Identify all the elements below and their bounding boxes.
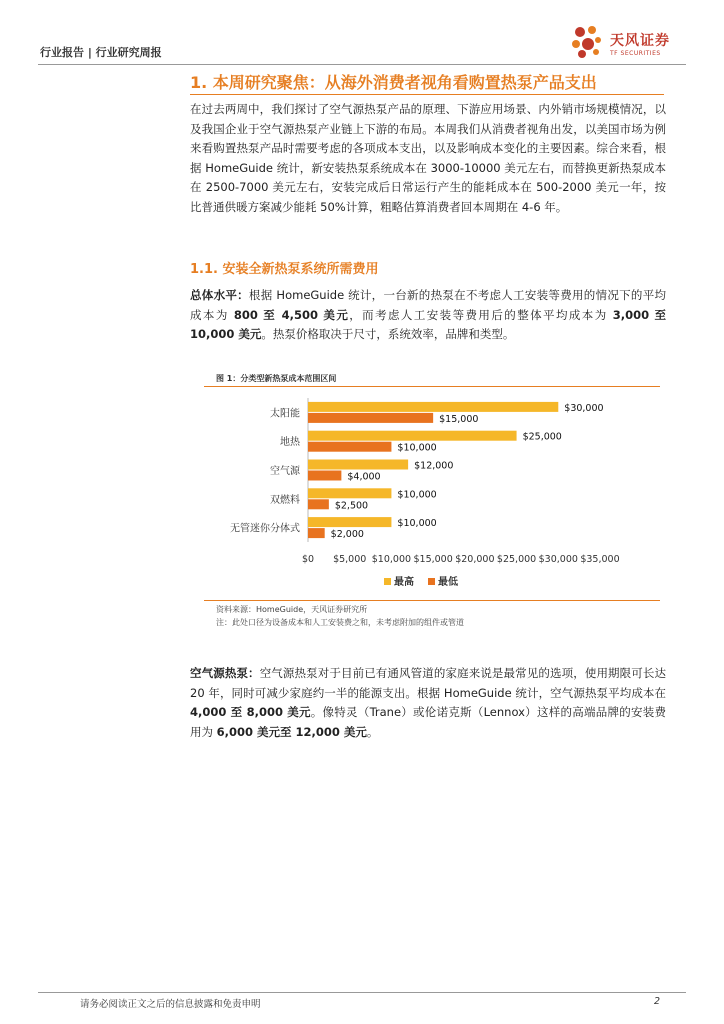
- x-tick-label: $35,000: [580, 554, 620, 565]
- category-label: 地热: [280, 437, 300, 449]
- x-tick-label: $10,000: [371, 554, 412, 565]
- air-text-a: 空气源热泵对于目前已有通风管道的家庭来说是最常见的选项，使用期限可长达 20 年，同时可减少家庭约一半的能源支出。根据 HomeGuide 统计，空气源热泵平均成本在: [190, 666, 667, 700]
- data-label: $2,500: [334, 500, 369, 512]
- figure-title: 图 1：分类型新热泵成本范围区间: [216, 374, 337, 383]
- air-source-lead: 空气源热泵：: [190, 666, 260, 680]
- bar-min: [308, 442, 391, 452]
- category-label: 空气源: [270, 466, 300, 477]
- legend-swatch: [384, 578, 391, 585]
- air-text-c: 。像特灵（Trane）或伦诺克斯（Lennox）这样的高端品牌的安装费用为: [190, 705, 666, 739]
- x-tick-label: $0: [301, 554, 315, 565]
- figure-note: 注：此处口径为设备成本和人工安装费之和，未考虑附加的组件或管道: [216, 618, 464, 627]
- logo-text-cn: 天风证券: [610, 33, 670, 49]
- x-tick-label: $15,000: [413, 554, 453, 565]
- data-label: $2,000: [330, 529, 364, 541]
- overall-text-d: 3,000 至 10,000 美元: [190, 307, 667, 341]
- data-label: $15,000: [439, 413, 479, 425]
- category-label: 双燃料: [270, 494, 300, 506]
- bar-max: [308, 431, 517, 441]
- section-1-paragraph: 在过去两周中，我们探讨了空气源热泵产品的原理、下游应用场景、内外销市场规模情况，以及我国企业于空气源热泵产业链上下游的布局。本周我们从消费者视角出发，以美国市场为例来看购置热泵产品时需要考虑的各项成本支出，以及影响成本变化的主要因素。综合来看，根据 HomeGuide 统计，新安装热泵系统成本在 3000-10000 美元左右，而替换更新热泵成本在 2500-7000 美元左右，安装完成后日常运行产生的能耗成本在 500-2000 美元一年，按比普通供暖方案减少能耗 50%计算，粗略估算消费者回本周期在 4-6 年。: [190, 102, 666, 214]
- data-label: $12,000: [414, 460, 454, 472]
- header-divider: [38, 64, 686, 65]
- bar-max: [308, 517, 391, 527]
- data-label: $10,000: [397, 489, 437, 501]
- air-text-d: 6,000 美元至 12,000 美元: [216, 724, 367, 739]
- report-type-label: 行业报告 | 行业研究周报: [40, 46, 162, 59]
- category-label: 无管迷你分体式: [230, 523, 300, 535]
- overall-level-paragraph: [190, 286, 666, 345]
- bar-max: [308, 488, 391, 498]
- overall-text-e: 。热泵价格取决于尺寸，系统效率，品牌和类型。: [261, 327, 515, 341]
- bar-min: [308, 528, 325, 538]
- legend-label: 最低: [438, 577, 458, 588]
- data-label: $10,000: [397, 442, 437, 454]
- overall-level-lead: 总体水平：: [190, 288, 249, 302]
- air-text-b: 4,000 至 8,000 美元: [190, 705, 311, 719]
- data-label: $30,000: [564, 402, 604, 414]
- x-tick-label: $5,000: [333, 554, 367, 565]
- data-label: $4,000: [347, 471, 381, 483]
- section-1-underline: [190, 94, 664, 95]
- section-1-title: 1. 本周研究聚焦：从海外消费者视角看购置热泵产品支出: [190, 73, 597, 92]
- bar-max: [308, 402, 558, 412]
- air-text-e: 。: [366, 724, 379, 739]
- x-tick-label: $20,000: [455, 554, 495, 565]
- bar-max: [308, 460, 408, 470]
- x-tick-label: $25,000: [496, 554, 537, 565]
- legend-label: 最高: [394, 577, 414, 588]
- x-tick-label: $30,000: [538, 554, 578, 565]
- data-label: $25,000: [522, 431, 562, 443]
- section-1-1-title: 1.1. 安装全新热泵系统所需费用: [190, 262, 379, 277]
- overall-text-a: 根据 HomeGuide 统计，一台新的热泵在不考虑人工安装等费用的情况下的平均成本为: [190, 288, 666, 322]
- page-number: 2: [654, 996, 661, 1007]
- footer-divider: [38, 992, 686, 993]
- legend-swatch: [428, 578, 435, 585]
- figure-top-rule: [204, 386, 660, 387]
- bar-min: [308, 499, 329, 509]
- logo-text-en: TF SECURITIES: [610, 50, 661, 57]
- bar-min: [308, 413, 433, 423]
- overall-text-b: 800 至 4,500 美元: [233, 307, 350, 322]
- disclaimer-text: 请务必阅读正文之后的信息披露和免责申明: [80, 999, 261, 1010]
- figure-source: 资料来源：HomeGuide，天风证券研究所: [216, 605, 368, 614]
- cost-range-chart: [204, 390, 660, 598]
- bar-min: [308, 471, 341, 481]
- overall-text-c: ，而考虑人工安装等费用后的整体平均成本为: [349, 307, 613, 322]
- category-label: 太阳能: [270, 408, 300, 420]
- air-source-paragraph: [190, 664, 666, 742]
- data-label: $10,000: [397, 518, 437, 530]
- figure-bottom-rule: [204, 600, 660, 601]
